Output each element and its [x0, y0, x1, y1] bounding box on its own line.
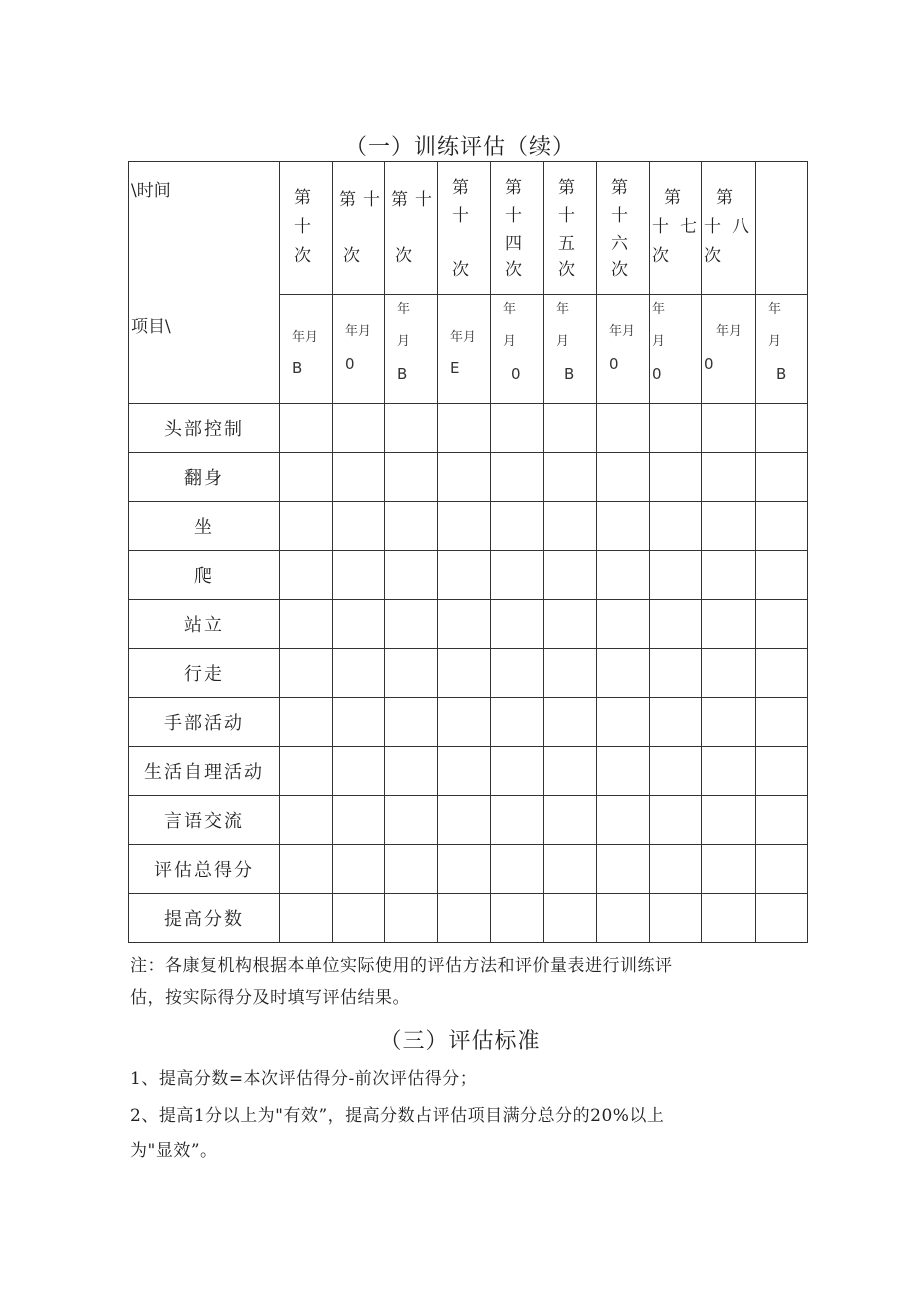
session-header-glyph: 次	[395, 246, 412, 266]
date-glyph: B	[776, 365, 787, 383]
score-cell[interactable]	[438, 404, 491, 453]
score-cell[interactable]	[544, 796, 597, 845]
score-cell[interactable]	[280, 600, 333, 649]
session-header-cell	[280, 162, 333, 295]
date-glyph: 年	[503, 302, 517, 317]
score-cell[interactable]	[333, 649, 385, 698]
score-cell[interactable]	[491, 649, 544, 698]
date-cell	[756, 295, 808, 404]
score-cell[interactable]	[650, 649, 702, 698]
score-cell[interactable]	[438, 551, 491, 600]
score-cell[interactable]	[544, 502, 597, 551]
session-header-glyph: 次	[611, 260, 628, 280]
session-header-glyph: 第	[294, 188, 311, 208]
score-cell[interactable]	[333, 747, 385, 796]
score-cell[interactable]	[597, 894, 650, 943]
date-glyph: 月	[503, 334, 517, 349]
score-cell[interactable]	[280, 453, 333, 502]
session-header-glyph: 第	[558, 178, 575, 198]
score-cell[interactable]	[280, 894, 333, 943]
score-cell[interactable]	[491, 845, 544, 894]
session-header-cell	[650, 162, 702, 295]
score-cell[interactable]	[491, 796, 544, 845]
score-cell[interactable]	[385, 502, 438, 551]
session-header-glyph: 次	[294, 246, 311, 266]
score-cell[interactable]	[544, 894, 597, 943]
score-cell[interactable]	[544, 600, 597, 649]
session-header-glyph: 次	[704, 246, 721, 266]
score-cell[interactable]	[597, 600, 650, 649]
score-cell[interactable]	[756, 747, 808, 796]
score-cell[interactable]	[544, 649, 597, 698]
table-row	[129, 600, 808, 649]
score-cell[interactable]	[280, 698, 333, 747]
criteria-line-1: 1、提高分数=本次评估得分-前次评估得分；	[130, 1069, 478, 1089]
date-cell	[333, 295, 385, 404]
corner-header-cell	[129, 162, 280, 404]
session-header-glyph: 十	[652, 217, 669, 237]
score-cell[interactable]	[702, 747, 756, 796]
score-cell[interactable]	[702, 796, 756, 845]
table-row	[129, 747, 808, 796]
score-cell[interactable]	[597, 747, 650, 796]
date-glyph: 0	[345, 355, 355, 373]
session-header-glyph: 五	[558, 234, 575, 254]
score-cell[interactable]	[491, 698, 544, 747]
score-cell[interactable]	[280, 845, 333, 894]
session-header-glyph: 次	[343, 246, 360, 266]
session-header-cell	[702, 162, 756, 295]
score-cell[interactable]	[756, 600, 808, 649]
date-glyph: 0	[609, 355, 619, 373]
date-cell	[597, 295, 650, 404]
date-glyph: 0	[704, 355, 714, 373]
table-row	[129, 551, 808, 600]
score-cell[interactable]	[385, 453, 438, 502]
session-header-glyph: 第	[716, 188, 733, 208]
score-cell[interactable]	[333, 502, 385, 551]
score-cell[interactable]	[385, 894, 438, 943]
score-cell[interactable]	[385, 796, 438, 845]
session-header-glyph: 第	[611, 178, 628, 198]
session-header-cell	[597, 162, 650, 295]
score-cell[interactable]	[650, 747, 702, 796]
row-label: 爬	[129, 551, 280, 600]
table-row	[129, 845, 808, 894]
date-glyph: 年月	[609, 324, 636, 339]
score-cell[interactable]	[491, 453, 544, 502]
score-cell[interactable]	[756, 845, 808, 894]
date-glyph: 年	[652, 302, 666, 317]
score-cell[interactable]	[280, 502, 333, 551]
session-header-glyph: 八	[732, 217, 749, 237]
score-cell[interactable]	[385, 404, 438, 453]
score-cell[interactable]	[333, 796, 385, 845]
table-row	[129, 698, 808, 747]
session-header-glyph: 十	[415, 190, 432, 210]
date-glyph: B	[397, 365, 408, 383]
criteria-line-2: 2、提高1分以上为"有效”，提高分数占评估项目满分总分的20%以上	[130, 1106, 665, 1126]
date-glyph: 年月	[292, 330, 319, 345]
session-header-glyph: 十	[294, 217, 311, 237]
score-cell[interactable]	[544, 551, 597, 600]
score-cell[interactable]	[544, 747, 597, 796]
session-header-glyph: 七	[680, 217, 697, 237]
score-cell[interactable]	[702, 551, 756, 600]
criteria-line-3: 为"显效”。	[130, 1141, 218, 1161]
score-cell[interactable]	[756, 404, 808, 453]
session-header-cell	[438, 162, 491, 295]
row-label: 手部活动	[129, 698, 280, 747]
score-cell[interactable]	[650, 698, 702, 747]
score-cell[interactable]	[756, 698, 808, 747]
score-cell[interactable]	[650, 551, 702, 600]
score-cell[interactable]	[650, 845, 702, 894]
date-cell	[438, 295, 491, 404]
score-cell[interactable]	[333, 845, 385, 894]
date-glyph: 月	[768, 334, 782, 349]
session-header-glyph: 次	[558, 260, 575, 280]
score-cell[interactable]	[756, 453, 808, 502]
score-cell[interactable]	[385, 698, 438, 747]
row-label: 行走	[129, 649, 280, 698]
score-cell[interactable]	[385, 845, 438, 894]
score-cell[interactable]	[491, 502, 544, 551]
score-cell[interactable]	[438, 453, 491, 502]
score-cell[interactable]	[491, 747, 544, 796]
score-cell[interactable]	[702, 502, 756, 551]
score-cell[interactable]	[597, 649, 650, 698]
score-cell[interactable]	[385, 551, 438, 600]
date-glyph: 年月	[716, 324, 743, 339]
score-cell[interactable]	[438, 796, 491, 845]
score-cell[interactable]	[333, 453, 385, 502]
score-cell[interactable]	[702, 649, 756, 698]
session-header-cell	[756, 162, 808, 295]
session-header-cell	[385, 162, 438, 295]
score-cell[interactable]	[544, 404, 597, 453]
score-cell[interactable]	[650, 404, 702, 453]
score-cell[interactable]	[333, 404, 385, 453]
score-cell[interactable]	[756, 502, 808, 551]
session-header-glyph: 第	[391, 190, 408, 210]
score-cell[interactable]	[438, 600, 491, 649]
row-label: 站立	[129, 600, 280, 649]
score-cell[interactable]	[650, 502, 702, 551]
score-cell[interactable]	[385, 600, 438, 649]
date-cell	[544, 295, 597, 404]
score-cell[interactable]	[438, 649, 491, 698]
score-cell[interactable]	[491, 894, 544, 943]
assessment-table	[128, 161, 808, 943]
corner-item-label: 项目\	[131, 317, 171, 337]
date-cell	[491, 295, 544, 404]
date-glyph: 月	[556, 334, 570, 349]
table-row	[129, 649, 808, 698]
score-cell[interactable]	[280, 796, 333, 845]
score-cell[interactable]	[702, 600, 756, 649]
session-header-glyph: 第	[452, 178, 469, 198]
score-cell[interactable]	[280, 649, 333, 698]
table-row	[129, 404, 808, 453]
session-header-glyph: 十	[611, 206, 628, 226]
date-cell	[650, 295, 702, 404]
date-glyph: 月	[397, 334, 411, 349]
score-cell[interactable]	[756, 796, 808, 845]
table-row	[129, 796, 808, 845]
score-cell[interactable]	[597, 698, 650, 747]
score-cell[interactable]	[650, 796, 702, 845]
score-cell[interactable]	[333, 698, 385, 747]
session-header-glyph: 次	[505, 260, 522, 280]
score-cell[interactable]	[491, 551, 544, 600]
session-header-glyph: 次	[652, 246, 669, 266]
score-cell[interactable]	[702, 845, 756, 894]
score-cell[interactable]	[385, 649, 438, 698]
row-label: 头部控制	[129, 404, 280, 453]
date-glyph: B	[564, 365, 575, 383]
score-cell[interactable]	[597, 551, 650, 600]
date-glyph: 年	[397, 302, 411, 317]
date-glyph: E	[450, 359, 460, 377]
note-line-1: 注：各康复机构根据本单位实际使用的评估方法和评价量表进行训练评	[130, 956, 673, 976]
score-cell[interactable]	[438, 502, 491, 551]
score-cell[interactable]	[438, 698, 491, 747]
score-cell[interactable]	[280, 747, 333, 796]
session-header-glyph: 十	[505, 206, 522, 226]
table-row	[129, 502, 808, 551]
score-cell[interactable]	[491, 404, 544, 453]
score-cell[interactable]	[650, 600, 702, 649]
score-cell[interactable]	[597, 796, 650, 845]
row-label: 评估总得分	[129, 845, 280, 894]
session-header-glyph: 次	[452, 260, 469, 280]
row-label: 坐	[129, 502, 280, 551]
session-header-glyph: 十	[452, 206, 469, 226]
date-glyph: 年	[768, 302, 782, 317]
date-cell	[702, 295, 756, 404]
date-glyph: 月	[652, 334, 666, 349]
row-label: 生活自理活动	[129, 747, 280, 796]
score-cell[interactable]	[280, 551, 333, 600]
date-cell	[280, 295, 333, 404]
session-header-glyph: 六	[611, 234, 628, 254]
score-cell[interactable]	[438, 747, 491, 796]
score-cell[interactable]	[597, 502, 650, 551]
score-cell[interactable]	[385, 747, 438, 796]
criteria-title: （三）评估标准	[379, 1029, 541, 1054]
score-cell[interactable]	[597, 404, 650, 453]
session-header-glyph: 十	[363, 190, 380, 210]
score-cell[interactable]	[756, 551, 808, 600]
score-cell[interactable]	[597, 845, 650, 894]
session-header-cell	[333, 162, 385, 295]
session-header-glyph: 四	[505, 234, 522, 254]
score-cell[interactable]	[280, 404, 333, 453]
score-cell[interactable]	[650, 894, 702, 943]
score-cell[interactable]	[702, 894, 756, 943]
date-glyph: 0	[511, 365, 521, 383]
session-header-glyph: 十	[704, 217, 721, 237]
score-cell[interactable]	[544, 845, 597, 894]
session-header-glyph: 第	[339, 190, 356, 210]
score-cell[interactable]	[756, 649, 808, 698]
score-cell[interactable]	[702, 404, 756, 453]
row-label: 翻身	[129, 453, 280, 502]
session-header-cell	[491, 162, 544, 295]
date-glyph: B	[292, 359, 303, 377]
score-cell[interactable]	[597, 453, 650, 502]
table-row	[129, 894, 808, 943]
score-cell[interactable]	[702, 453, 756, 502]
session-header-cell	[544, 162, 597, 295]
score-cell[interactable]	[333, 894, 385, 943]
row-label: 提高分数	[129, 894, 280, 943]
score-cell[interactable]	[333, 551, 385, 600]
score-cell[interactable]	[702, 698, 756, 747]
score-cell[interactable]	[491, 600, 544, 649]
table-row	[129, 453, 808, 502]
score-cell[interactable]	[544, 453, 597, 502]
date-glyph: 年	[556, 302, 570, 317]
score-cell[interactable]	[333, 600, 385, 649]
session-header-glyph: 第	[664, 188, 681, 208]
session-header-glyph: 十	[558, 206, 575, 226]
score-cell[interactable]	[650, 453, 702, 502]
date-glyph: 年月	[450, 330, 477, 345]
session-header-glyph: 第	[505, 178, 522, 198]
date-cell	[385, 295, 438, 404]
note-line-2: 估，按实际得分及时填写评估结果。	[130, 988, 410, 1008]
score-cell[interactable]	[438, 894, 491, 943]
row-label: 言语交流	[129, 796, 280, 845]
score-cell[interactable]	[438, 845, 491, 894]
date-glyph: 年月	[345, 324, 372, 339]
score-cell[interactable]	[544, 698, 597, 747]
table-title: （一）训练评估（续）	[344, 135, 575, 160]
date-glyph: 0	[652, 365, 662, 383]
corner-time-label: \时间	[131, 181, 171, 201]
score-cell[interactable]	[756, 894, 808, 943]
